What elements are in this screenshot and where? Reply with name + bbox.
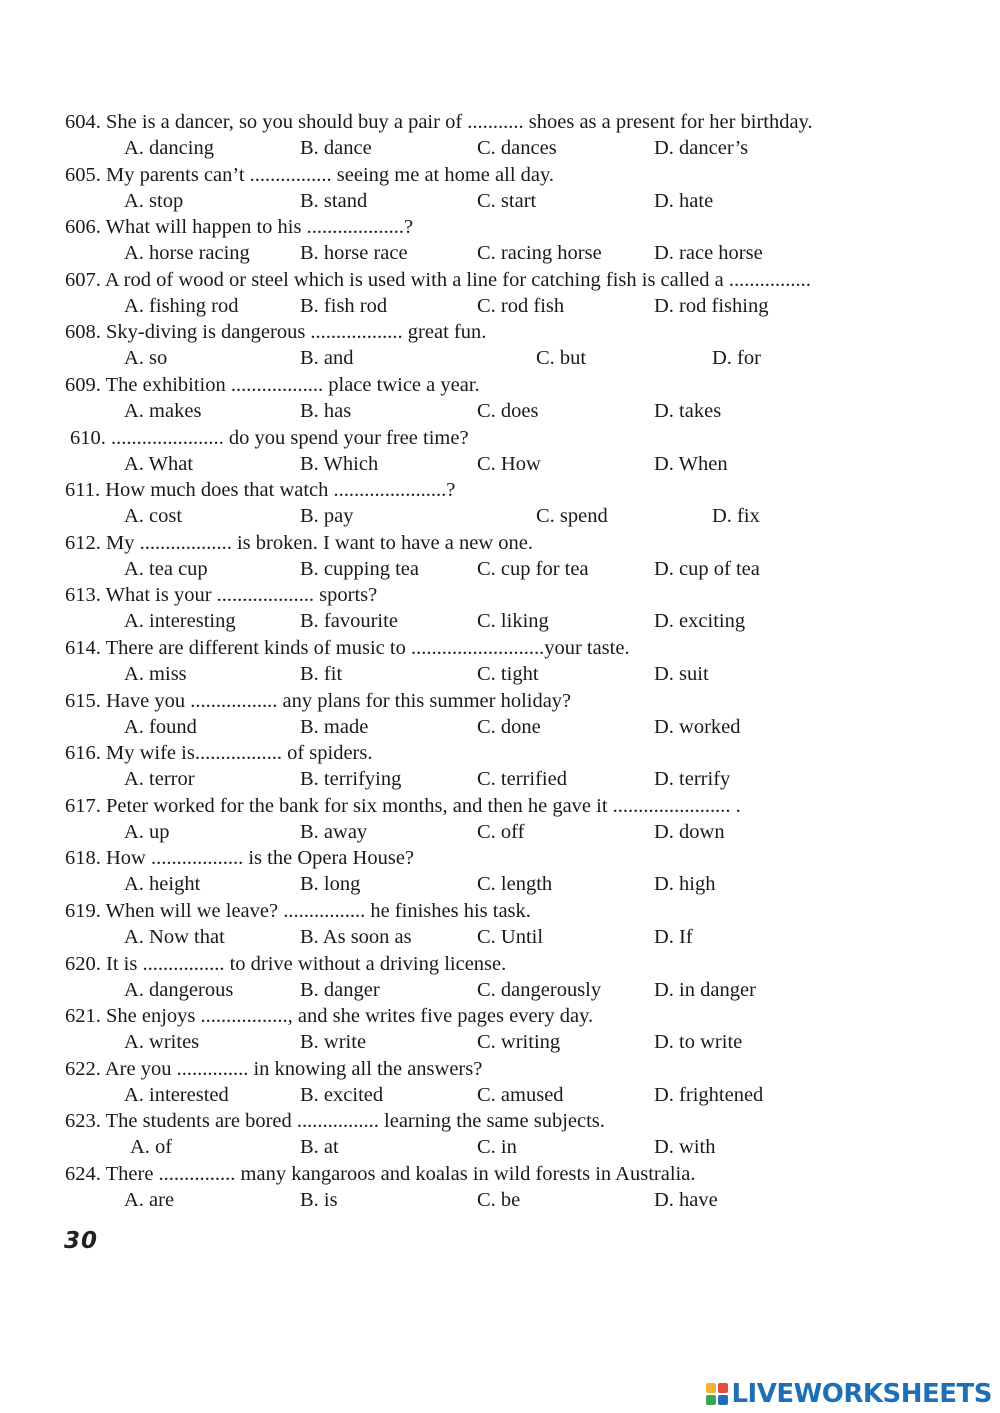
answer-option-a[interactable]: A. found: [124, 715, 197, 738]
answer-option-d[interactable]: D. worked: [654, 715, 741, 738]
answer-option-a[interactable]: A. makes: [124, 400, 202, 422]
answer-option-b[interactable]: B. Which: [300, 452, 379, 475]
answer-options: [0, 714, 1000, 740]
answer-option-d[interactable]: D. rod fishing: [654, 294, 769, 317]
answer-options: [0, 1082, 1000, 1108]
answer-options: [0, 871, 1000, 897]
brand-name: LIVEWORKSHEETS: [731, 1379, 992, 1409]
answer-option-b[interactable]: B. As soon as: [300, 926, 412, 948]
question-stem: 620. It is ................ to drive without a driving license.: [65, 952, 507, 975]
answer-option-a[interactable]: A. height: [124, 873, 201, 896]
question-stem: 613. What is your ................... sports?: [65, 584, 378, 607]
answer-option-a[interactable]: A. terror: [124, 768, 195, 791]
answer-options: [0, 188, 1000, 214]
answer-option-a[interactable]: A. tea cup: [124, 557, 208, 580]
answer-option-a[interactable]: A. fishing rod: [124, 294, 239, 317]
answer-option-c[interactable]: C. dangerously: [477, 978, 602, 1001]
answer-options: [0, 451, 1000, 477]
answer-option-b[interactable]: B. fit: [300, 663, 343, 685]
answer-option-c[interactable]: C. racing horse: [477, 242, 602, 265]
answer-options: [0, 1187, 1000, 1213]
logo-tile: [706, 1383, 716, 1393]
answer-option-c[interactable]: C. rod fish: [477, 294, 565, 317]
question-stem: 606. What will happen to his ...................?: [65, 216, 414, 239]
answer-option-d[interactable]: D. cup of tea: [654, 557, 760, 580]
answer-option-b[interactable]: B. cupping tea: [300, 557, 419, 580]
question-stem: 615. Have you ................. any plans for this summer holiday?: [65, 689, 572, 712]
answer-option-c[interactable]: C. length: [477, 873, 553, 896]
answer-option-b[interactable]: B. pay: [300, 505, 354, 528]
answer-option-a[interactable]: A. stop: [124, 189, 184, 212]
answer-option-c[interactable]: C. be: [477, 1189, 521, 1211]
answer-option-c[interactable]: C. terrified: [477, 768, 567, 791]
answer-option-a[interactable]: A. up: [124, 820, 170, 843]
answer-option-d[interactable]: D. takes: [654, 400, 722, 422]
answer-option-b[interactable]: B. fish rod: [300, 294, 388, 317]
answer-option-a[interactable]: A. interesting: [124, 610, 236, 633]
answer-option-a[interactable]: A. interested: [124, 1083, 229, 1106]
answer-option-d[interactable]: D. If: [654, 926, 693, 948]
answer-options: [0, 661, 1000, 687]
question-stem: 609. The exhibition .................. place twice a year.: [65, 374, 480, 396]
answer-option-c[interactable]: C. in: [477, 1136, 517, 1159]
answer-options: [0, 398, 1000, 424]
answer-option-a[interactable]: A. writes: [124, 1031, 200, 1054]
page-number: 30: [64, 1228, 99, 1254]
liveworksheets-logo: [706, 1381, 992, 1407]
question-stem: 608. Sky-diving is dangerous .................. great fun.: [65, 321, 487, 344]
logo-tile: [718, 1395, 728, 1405]
answer-option-b[interactable]: B. and: [300, 347, 354, 370]
answer-option-c[interactable]: C. off: [477, 820, 525, 843]
answer-option-c[interactable]: C. spend: [536, 505, 608, 528]
answer-option-b[interactable]: B. horse race: [300, 242, 408, 265]
answer-option-c[interactable]: C. cup for tea: [477, 557, 589, 580]
answer-option-a[interactable]: A. What: [124, 452, 194, 475]
question-stem: 622. Are you .............. in knowing all the answers?: [65, 1057, 483, 1080]
answer-option-b[interactable]: B. dance: [300, 137, 372, 159]
answer-option-d[interactable]: D. with: [654, 1136, 716, 1159]
question-stem: 617. Peter worked for the bank for six months, and then he gave it ....................... .: [65, 794, 741, 817]
answer-option-a[interactable]: A. Now that: [124, 926, 225, 948]
question-stem: 610. ...................... do you spend your free time?: [70, 426, 469, 449]
answer-option-d[interactable]: D. fix: [712, 505, 760, 528]
question-stem: 623. The students are bored ................ learning the same subjects.: [65, 1110, 605, 1133]
question-stem: 614. There are different kinds of music to ..........................your taste.: [65, 637, 630, 659]
answer-option-c[interactable]: C. amused: [477, 1083, 564, 1106]
question-stem: 624. There ............... many kangaroos and koalas in wild forests in Australia.: [65, 1163, 696, 1185]
answer-option-d[interactable]: D. have: [654, 1189, 718, 1211]
liveworksheets-logo-icon: [706, 1383, 728, 1405]
answer-option-b[interactable]: B. danger: [300, 978, 380, 1001]
answer-option-b[interactable]: B. write: [300, 1031, 367, 1054]
question-stem: 619. When will we leave? ................ he finishes his task.: [65, 900, 531, 922]
answer-options: [0, 345, 1000, 371]
answer-option-b[interactable]: B. away: [300, 820, 368, 843]
answer-options: [0, 240, 1000, 266]
answer-option-b[interactable]: B. favourite: [300, 610, 398, 633]
answer-option-b[interactable]: B. at: [300, 1136, 339, 1159]
answer-options: [0, 608, 1000, 634]
answer-options: [0, 819, 1000, 845]
answer-option-d[interactable]: D. to write: [654, 1031, 743, 1054]
answer-option-b[interactable]: B. terrifying: [300, 768, 402, 791]
answer-option-b[interactable]: B. excited: [300, 1083, 384, 1106]
answer-option-d[interactable]: D. high: [654, 873, 716, 896]
question-stem: 616. My wife is................. of spiders.: [65, 742, 373, 765]
answer-option-c[interactable]: C. start: [477, 189, 537, 212]
question-stem: 611. How much does that watch ......................?: [65, 479, 456, 502]
answer-option-d[interactable]: D. When: [654, 452, 728, 475]
answer-options: [0, 556, 1000, 582]
question-stem: 612. My .................. is broken. I want to have a new one.: [65, 531, 533, 554]
answer-options: [0, 135, 1000, 161]
answer-option-d[interactable]: D. exciting: [654, 610, 746, 633]
answer-option-d[interactable]: D. dancer’s: [654, 137, 749, 159]
answer-option-c[interactable]: C. liking: [477, 610, 549, 633]
answer-option-a[interactable]: A. horse racing: [124, 242, 250, 265]
answer-option-c[interactable]: C. Until: [477, 926, 544, 948]
question-stem: 621. She enjoys ................., and she writes five pages every day.: [65, 1005, 594, 1028]
answer-options: [0, 766, 1000, 792]
answer-option-c[interactable]: C. but: [536, 347, 587, 370]
answer-options: [0, 1029, 1000, 1055]
answer-option-d[interactable]: D. frightened: [654, 1083, 764, 1106]
answer-option-c[interactable]: C. done: [477, 715, 541, 738]
answer-option-d[interactable]: D. for: [712, 347, 761, 370]
answer-option-c[interactable]: C. How: [477, 452, 541, 475]
question-stem: 607. A rod of wood or steel which is used with a line for catching fish is called a ................: [65, 268, 811, 291]
answer-option-a[interactable]: A. are: [124, 1189, 175, 1211]
question-stem: 605. My parents can’t ................ seeing me at home all day.: [65, 163, 555, 186]
answer-option-c[interactable]: C. tight: [477, 663, 539, 685]
answer-option-c[interactable]: C. dances: [477, 137, 557, 159]
answer-option-d[interactable]: D. suit: [654, 663, 709, 685]
question-stem: 604. She is a dancer, so you should buy a pair of ........... shoes as a present for her birthday.: [65, 111, 813, 133]
answer-option-a[interactable]: A. of: [130, 1136, 173, 1159]
answer-option-b[interactable]: B. stand: [300, 189, 368, 212]
answer-options: [0, 924, 1000, 950]
answer-options: [0, 503, 1000, 529]
answer-options: [0, 977, 1000, 1003]
logo-tile: [706, 1395, 716, 1405]
answer-option-a[interactable]: A. dancing: [124, 137, 214, 159]
answer-option-a[interactable]: A. so: [124, 347, 168, 370]
answer-option-b[interactable]: B. made: [300, 715, 369, 738]
answer-option-d[interactable]: D. terrify: [654, 768, 731, 791]
answer-option-c[interactable]: C. writing: [477, 1031, 561, 1054]
answer-option-b[interactable]: B. has: [300, 400, 352, 422]
question-stem: 618. How .................. is the Opera House?: [65, 847, 415, 870]
answer-option-a[interactable]: A. miss: [124, 663, 187, 685]
answer-options: [0, 293, 1000, 319]
answer-option-d[interactable]: D. race horse: [654, 242, 763, 265]
answer-option-a[interactable]: A. cost: [124, 505, 183, 528]
answer-option-d[interactable]: D. hate: [654, 189, 714, 212]
answer-option-c[interactable]: C. does: [477, 400, 539, 422]
answer-option-a[interactable]: A. dangerous: [124, 978, 234, 1001]
answer-option-b[interactable]: B. is: [300, 1189, 338, 1211]
answer-option-d[interactable]: D. in danger: [654, 978, 756, 1001]
answer-option-b[interactable]: B. long: [300, 873, 361, 896]
answer-option-d[interactable]: D. down: [654, 820, 725, 843]
answer-options: [0, 1134, 1000, 1160]
logo-tile: [718, 1383, 728, 1393]
